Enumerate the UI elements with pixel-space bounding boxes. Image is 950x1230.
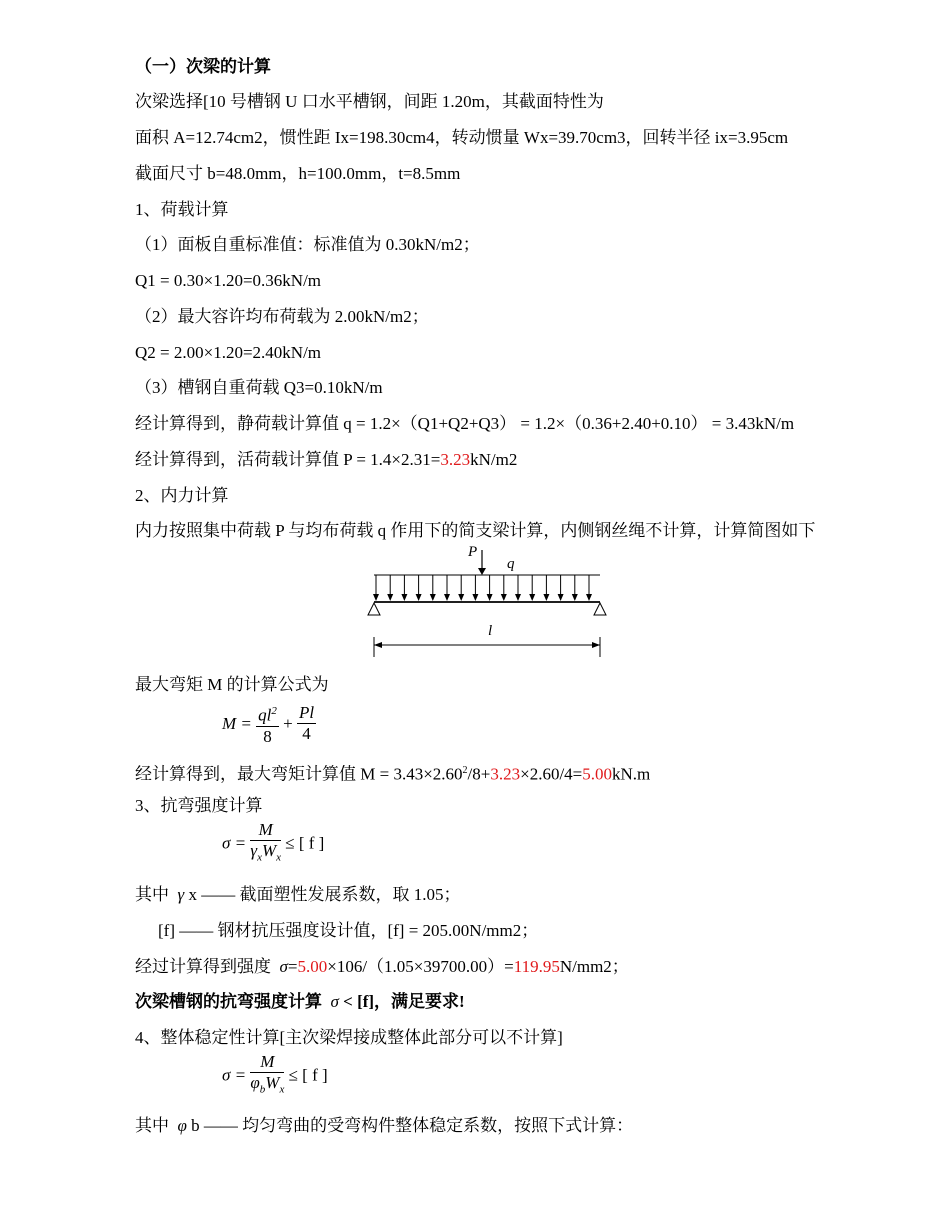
strength-den-b: W [261,841,277,860]
load-arrow-head [458,594,464,601]
stability-den-b-sub: x [279,1083,285,1096]
load-arrow-head [515,594,521,601]
load-title: 1、荷载计算 [135,200,229,219]
moment-num-1: ql [258,705,272,725]
load-q2: Q2 = 2.00×1.20=2.40kN/m [135,343,322,362]
strength-result-sigma: σ [279,957,288,976]
load-item-3: （3）槽钢自重荷载 Q3=0.10kN/m [135,378,383,397]
load-arrow-head [529,594,535,601]
load-arrow-head [373,594,379,601]
load-arrow-head [401,594,407,601]
moment-den-2: 4 [302,724,311,744]
load-arrow-head [444,594,450,601]
conclusion-sigma: σ [330,992,339,1011]
phi-pre: 其中 [135,1116,169,1135]
moment-result-red1: 3.23 [490,764,521,784]
load-q1: Q1 = 0.30×1.20=0.36kN/m [135,271,322,290]
gamma-line [135,885,460,905]
stability-formula-lhs: σ = [222,1065,247,1085]
diagram-q-label: q [507,556,515,572]
stability-title: 4、整体稳定性计算[主次梁焊接成整体此部分可以不计算] [135,1028,563,1047]
moment-formula [222,701,316,747]
strength-result [135,957,629,977]
beam-diagram [362,542,614,662]
load-arrow-head [586,594,592,601]
heading: （一）次梁的计算 [135,57,271,76]
load-live [135,450,517,470]
moment-den-1: 8 [263,726,272,746]
intro-line-3: 截面尺寸 b=48.0mm，h=100.0mm，t=8.5mm [135,164,461,183]
right-support [594,603,606,615]
load-live-post: kN/m2 [470,450,518,469]
moment-plus: + [283,713,293,733]
load-arrow-head [572,594,578,601]
stability-den-a-sub: b [259,1083,266,1096]
stability-den-a: φ [250,1073,260,1092]
strength-result-post: N/mm2； [559,957,629,976]
left-support [368,603,380,615]
stability-den-b: W [265,1073,280,1092]
strength-result-red1: 5.00 [297,957,328,976]
strength-result-pre: 经过计算得到强度 [135,957,271,976]
stability-fraction [250,1052,284,1099]
strength-result-mid: ×106/（1.05×39700.00）= [327,957,514,976]
distributed-load-arrows [373,575,592,601]
moment-result-sup: 2 [462,765,468,776]
intro-line-2: 面积 A=12.74cm2，惯性距 Ix=198.30cm4，转动惯量 Wx=39.70cm3，回转半径 ix=3.95cm [135,128,789,147]
phi-symbol: φ [177,1116,187,1135]
stability-formula [222,1052,328,1099]
phi-text: b —— 均匀弯曲的受弯构件整体稳定系数，按照下式计算： [191,1116,634,1135]
strength-result-red2: 119.95 [513,957,560,976]
strength-den-b-sub: x [276,851,282,864]
strength-title: 3、抗弯强度计算 [135,796,263,815]
strength-result-eq: = [287,957,298,976]
diagram-p-label: P [468,544,478,560]
moment-result-mid1: /8+ [467,764,491,784]
internal-title: 2、内力计算 [135,486,229,505]
load-arrow-head [387,594,393,601]
span-arrow-right [592,642,600,648]
gamma-symbol: γ [177,885,185,904]
moment-result-red2: 5.00 [582,764,613,784]
moment-result-mid2: ×2.60/4= [520,764,583,784]
load-static: 经计算得到，静荷载计算值 q = 1.2×（Q1+Q2+Q3） = 1.2×（0.36+2.40+0.10） = 3.43kN/m [135,414,795,433]
strength-formula-rhs: ≤ [ f ] [285,833,325,853]
stability-num: M [250,1052,284,1073]
load-arrow-head [416,594,422,601]
moment-fraction-1 [256,701,279,747]
load-live-value: 3.23 [440,450,471,469]
diagram-l-label: l [488,623,493,639]
moment-num-2: Pl [298,703,315,723]
gamma-text: x —— 截面塑性发展系数，取 1.05； [188,885,461,904]
strength-num: M [250,820,281,841]
strength-den-a: γ [250,841,258,860]
phi-line [135,1116,633,1136]
moment-intro: 最大弯矩 M 的计算公式为 [135,675,329,694]
moment-formula-lhs: M = [222,713,252,733]
moment-result-pre: 经计算得到，最大弯矩计算值 M = 3.43×2.60 [135,764,463,784]
load-arrow-head [430,594,436,601]
span-arrow-left [374,642,382,648]
load-arrow-head [501,594,507,601]
conclusion-pre: 次梁槽钢的抗弯强度计算 [135,992,322,1011]
moment-result-post: kN.m [612,764,651,784]
conclusion-post: < [f]，满足要求! [338,992,465,1011]
strength-den-a-sub: x [257,851,262,864]
load-item-2: （2）最大容许均布荷载为 2.00kN/m2； [135,307,429,326]
stability-formula-rhs: ≤ [ f ] [288,1065,328,1085]
load-live-pre: 经计算得到，活荷载计算值 P = 1.4×2.31= [135,450,441,469]
moment-result [135,761,650,785]
intro-line-1: 次梁选择[10 号槽钢 U 口水平槽钢，间距 1.20m，其截面特性为 [135,92,604,111]
load-item-1: （1）面板自重标准值：标准值为 0.30kN/m2； [135,235,480,254]
load-arrow-head [472,594,478,601]
internal-desc: 内力按照集中荷载 P 与均布荷载 q 作用下的简支梁计算，内侧钢丝绳不计算，计算简图如下 [135,521,816,540]
strength-conclusion [135,992,465,1012]
f-line: [f] —— 钢材抗压强度设计值，[f] = 205.00N/mm2； [158,921,539,940]
moment-fraction-2 [297,703,316,744]
load-arrow-head [487,594,493,601]
strength-formula-lhs: σ = [222,833,247,853]
point-load-arrowhead [478,568,486,575]
strength-fraction [250,820,281,867]
load-arrow-head [543,594,549,601]
load-arrow-head [558,594,564,601]
moment-num-1-sup: 2 [271,705,277,717]
gamma-pre: 其中 [135,885,169,904]
strength-formula [222,820,324,867]
